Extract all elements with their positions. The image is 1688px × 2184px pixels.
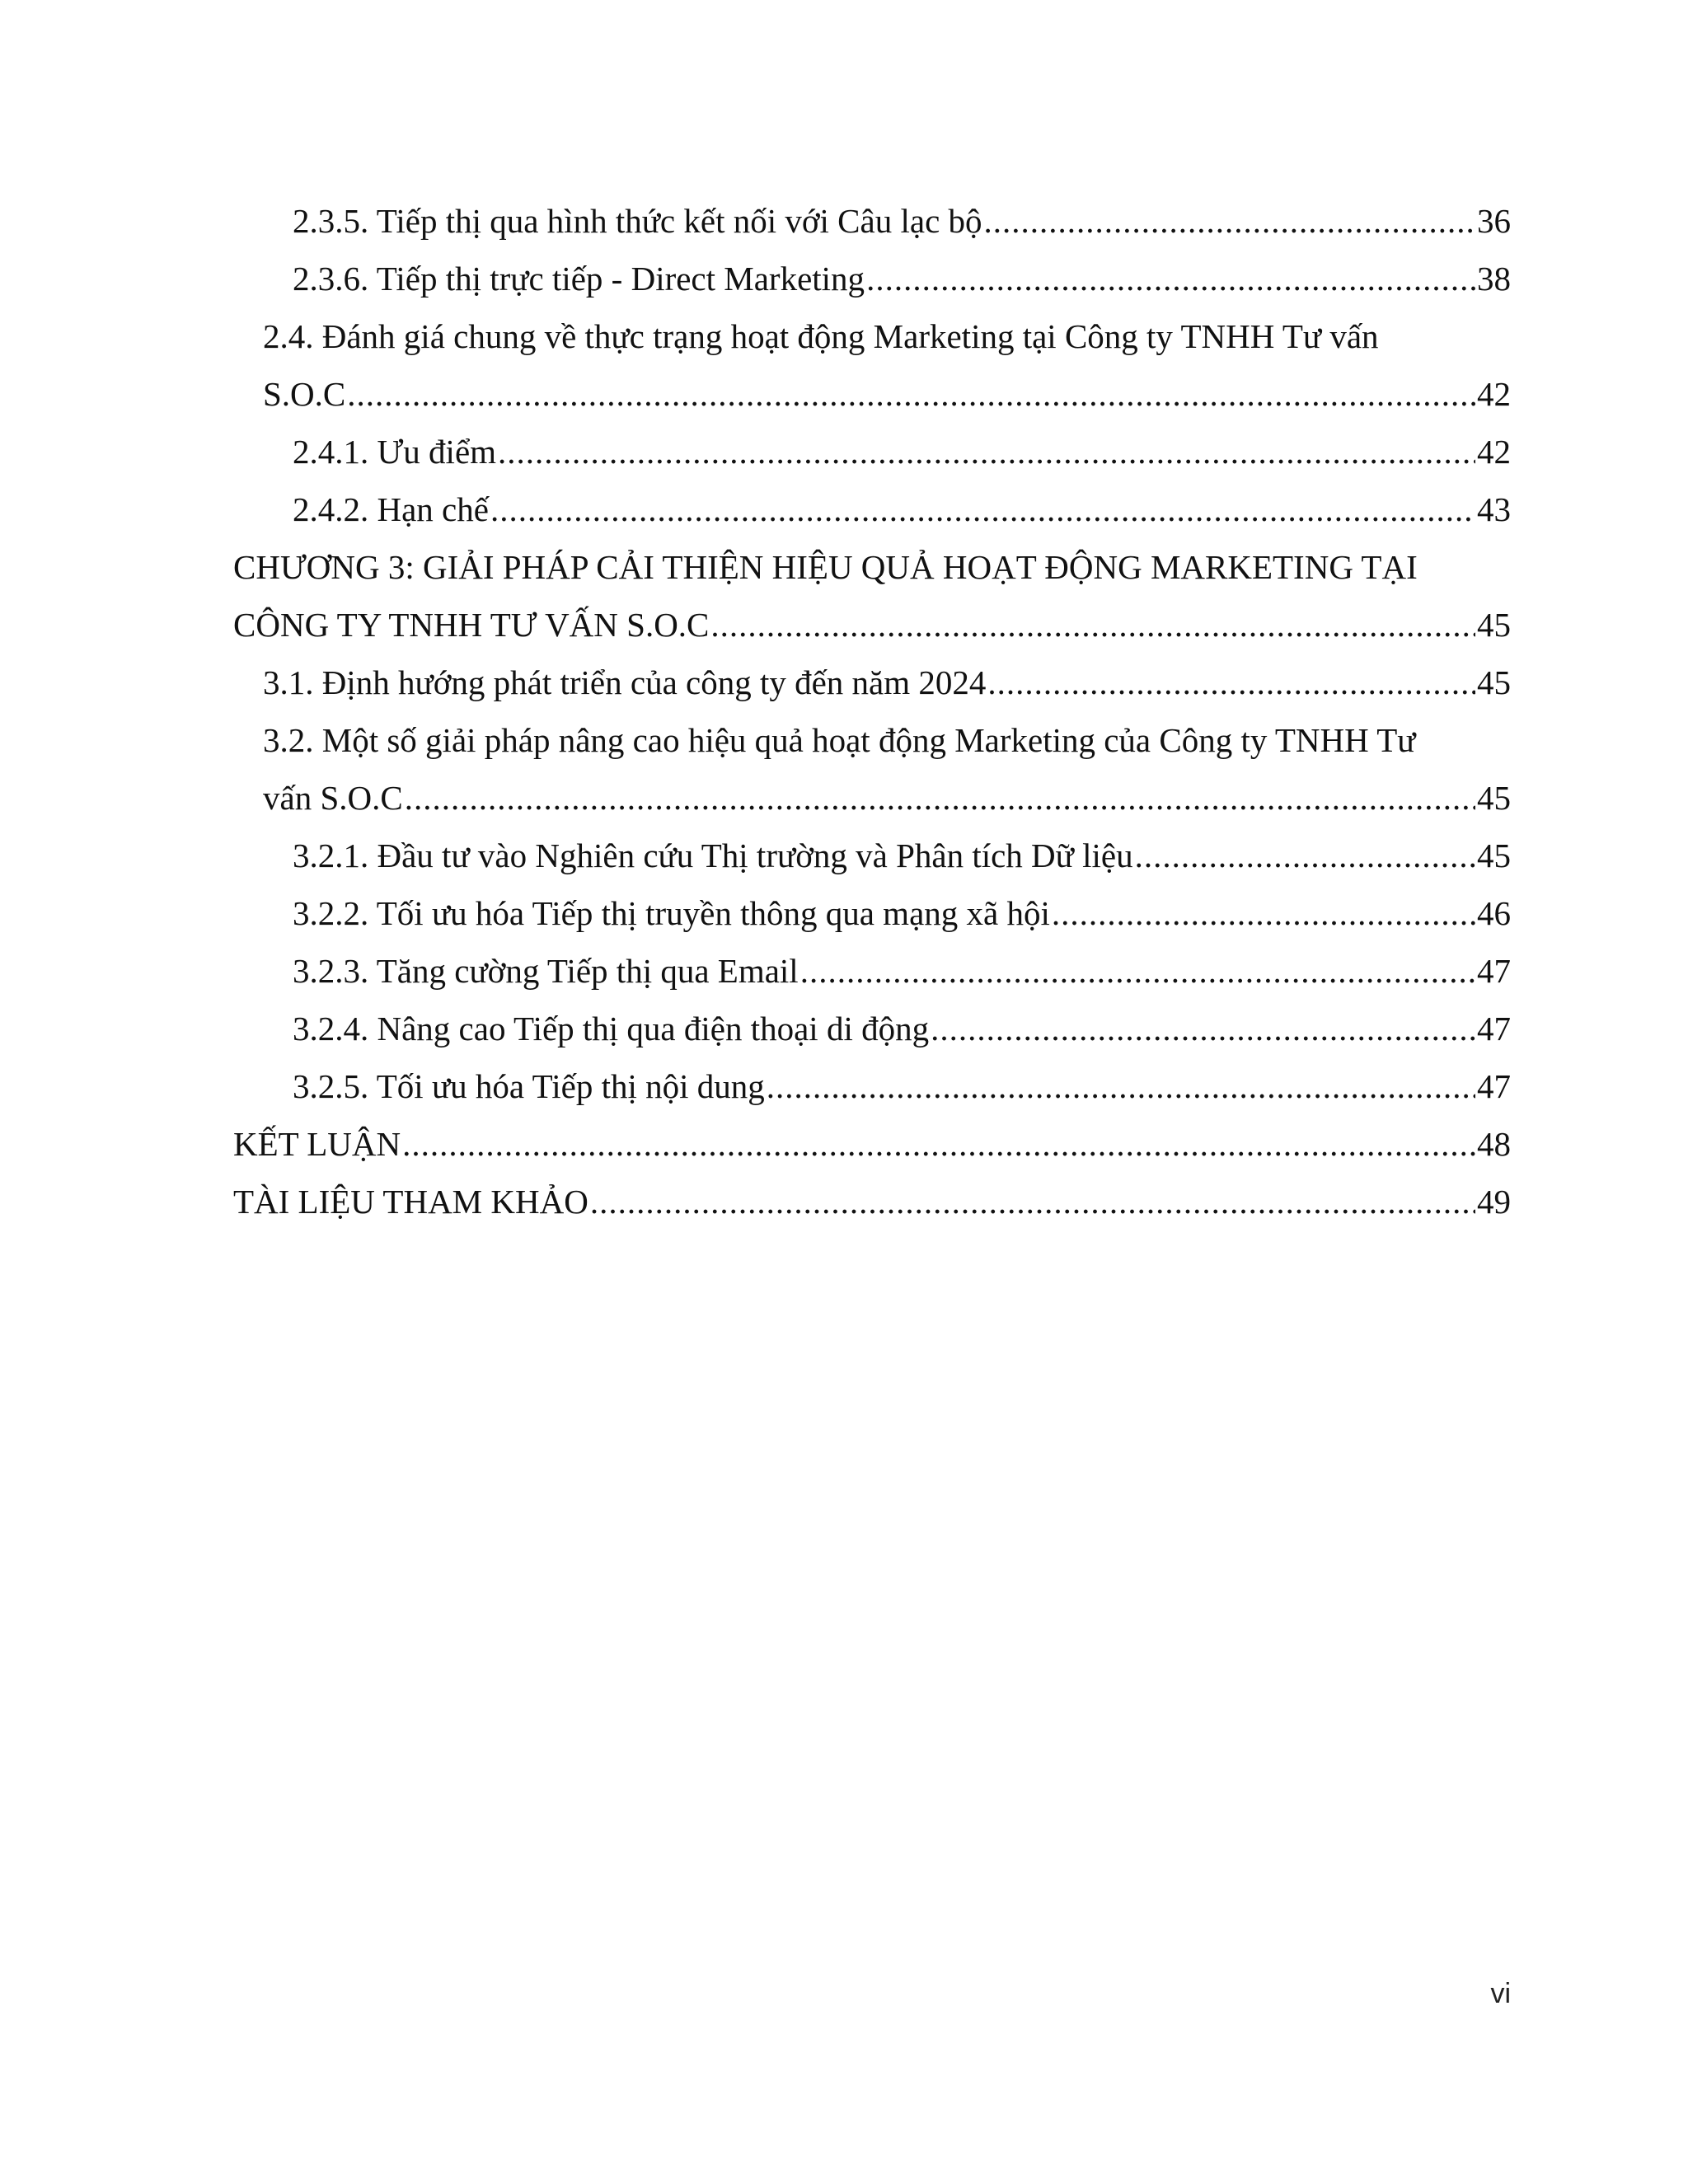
toc-entry[interactable] [233, 884, 1511, 942]
toc-entry-page: 47 [1477, 1067, 1511, 1105]
toc-entry-page: 43 [1477, 490, 1511, 528]
toc-entry-title-line-1: 2.4. Đánh giá chung về thực trạng hoạt động Marketing tại Công ty TNHH Tư vấn [263, 317, 1379, 355]
toc-entry-title: KẾT LUẬN [233, 1125, 401, 1163]
table-of-contents [233, 192, 1511, 1230]
toc-entry-title: 2.4.2. Hạn chế [293, 490, 489, 528]
dot-leader [1052, 884, 1475, 942]
toc-entry[interactable] [233, 654, 1511, 711]
toc-line [293, 423, 1511, 480]
toc-entry[interactable] [233, 827, 1511, 884]
toc-entry-title: 3.2.4. Nâng cao Tiếp thị qua điện thoại di động [293, 1010, 930, 1047]
toc-line [233, 596, 1511, 654]
toc-entry[interactable] [233, 538, 1511, 654]
dot-leader [490, 480, 1475, 538]
toc-entry-page: 45 [1477, 663, 1511, 701]
toc-line [293, 884, 1511, 942]
toc-entry-title: 3.2.5. Tối ưu hóa Tiếp thị nội dung [293, 1067, 765, 1105]
toc-entry-page: 45 [1477, 837, 1511, 874]
toc-entry-title: 2.4.1. Ưu điểm [293, 433, 497, 471]
toc-entry-page: 46 [1477, 894, 1511, 932]
toc-line [263, 365, 1511, 423]
toc-entry-title: 2.3.6. Tiếp thị trực tiếp - Direct Marketing [293, 260, 865, 298]
toc-entry-title-line-1: CHƯƠNG 3: GIẢI PHÁP CẢI THIỆN HIỆU QUẢ HOẠT ĐỘNG MARKETING TẠI [233, 548, 1418, 586]
toc-entry-page: 47 [1477, 952, 1511, 990]
toc-line [293, 1057, 1511, 1115]
toc-entry-title: 3.2.2. Tối ưu hóa Tiếp thị truyền thông qua mạng xã hội [293, 894, 1050, 932]
toc-entry[interactable] [233, 1115, 1511, 1173]
toc-line [233, 1115, 1511, 1173]
dot-leader [767, 1057, 1475, 1115]
dot-leader [498, 423, 1475, 480]
toc-entry-page: 36 [1477, 202, 1511, 240]
toc-entry-page: 49 [1477, 1183, 1511, 1221]
page-number: vi [1490, 1978, 1511, 2009]
toc-entry-page: 42 [1477, 375, 1511, 413]
toc-entry-title: TÀI LIỆU THAM KHẢO [233, 1183, 588, 1221]
dot-leader [987, 654, 1475, 711]
toc-entry[interactable] [233, 1057, 1511, 1115]
toc-line [263, 654, 1511, 711]
toc-entry[interactable] [233, 1173, 1511, 1230]
toc-entry[interactable] [233, 423, 1511, 480]
dot-leader [931, 1000, 1475, 1057]
toc-entry[interactable] [233, 192, 1511, 250]
toc-entry[interactable] [233, 1000, 1511, 1057]
dot-leader [710, 596, 1475, 654]
toc-line [293, 827, 1511, 884]
toc-line [293, 1000, 1511, 1057]
dot-leader [866, 250, 1475, 307]
toc-entry-page: 45 [1477, 606, 1511, 644]
toc-entry[interactable] [233, 480, 1511, 538]
dot-leader [984, 192, 1475, 250]
toc-entry[interactable] [233, 250, 1511, 307]
toc-entry-page: 48 [1477, 1125, 1511, 1163]
toc-entry[interactable] [233, 307, 1511, 423]
toc-entry-page: 42 [1477, 433, 1511, 471]
toc-entry-page: 45 [1477, 779, 1511, 817]
dot-leader [590, 1173, 1475, 1230]
toc-entry-page: 47 [1477, 1010, 1511, 1047]
toc-line [293, 480, 1511, 538]
toc-line [293, 192, 1511, 250]
dot-leader [1135, 827, 1475, 884]
toc-line [293, 250, 1511, 307]
toc-entry-title-line-1: 3.2. Một số giải pháp nâng cao hiệu quả hoạt động Marketing của Công ty TNHH Tư [263, 721, 1416, 759]
dot-leader [347, 365, 1475, 423]
toc-entry-title-line-2: S.O.C [263, 375, 346, 413]
toc-entry[interactable] [233, 942, 1511, 1000]
toc-entry-title: 2.3.5. Tiếp thị qua hình thức kết nối với Câu lạc bộ [293, 202, 982, 240]
toc-entry-title: 3.2.1. Đầu tư vào Nghiên cứu Thị trường và Phân tích Dữ liệu [293, 837, 1133, 874]
toc-entry-title: 3.2.3. Tăng cường Tiếp thị qua Email [293, 952, 799, 990]
toc-entry[interactable] [233, 711, 1511, 827]
toc-line [263, 769, 1511, 827]
dot-leader [800, 942, 1475, 1000]
dot-leader [402, 1115, 1475, 1173]
toc-entry-title: 3.1. Định hướng phát triển của công ty đến năm 2024 [263, 663, 987, 701]
toc-entry-page: 38 [1477, 260, 1511, 298]
toc-line [293, 942, 1511, 1000]
toc-entry-title-line-2: CÔNG TY TNHH TƯ VẤN S.O.C [233, 606, 710, 644]
dot-leader [405, 769, 1475, 827]
toc-entry-title-line-2: vấn S.O.C [263, 779, 403, 817]
toc-line [233, 1173, 1511, 1230]
